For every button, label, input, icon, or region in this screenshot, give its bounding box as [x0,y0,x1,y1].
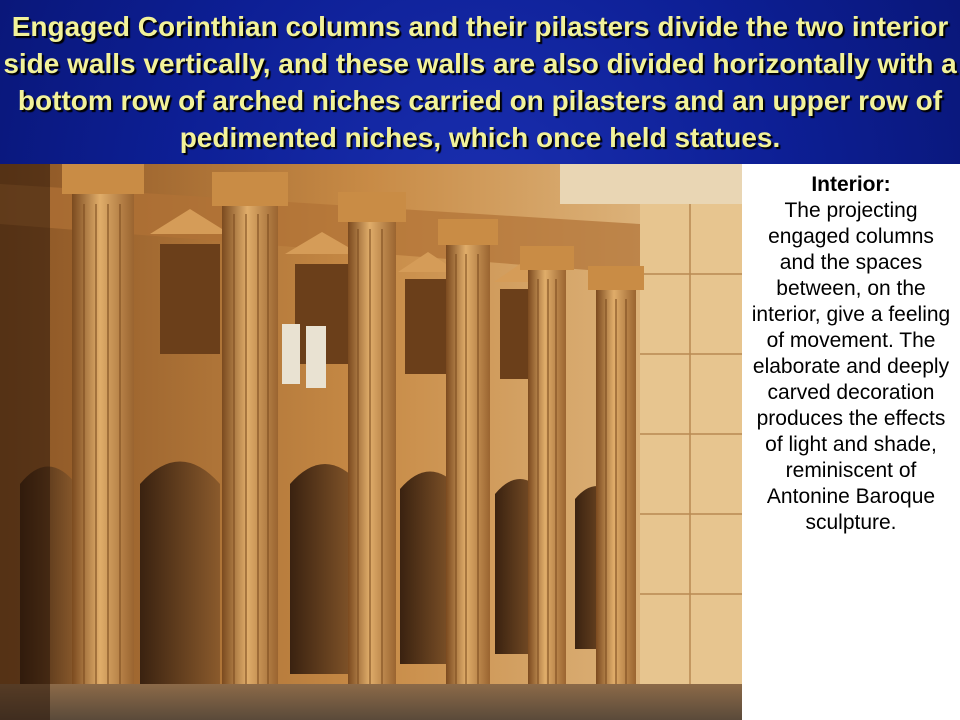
temple-interior-photo [0,164,742,720]
caption-text [742,164,960,536]
caption-heading: Interior: [811,173,891,196]
caption-panel [742,164,960,720]
caption-body: The projecting engaged columns and the spaces between, on the interior, give a feeling of movement. The elaborate and deeply carved decoration produces the effects of light and shade, reminiscent of Antonine Baroque sculpture. [751,199,951,534]
slide-title: Engaged Corinthian columns and their pilasters divide the two interior side walls vertically, and these walls are also divided horizontally with a bottom row of arched niches carried on pilasters and an upper row of pedimented niches, which once held statues. [3,11,957,153]
